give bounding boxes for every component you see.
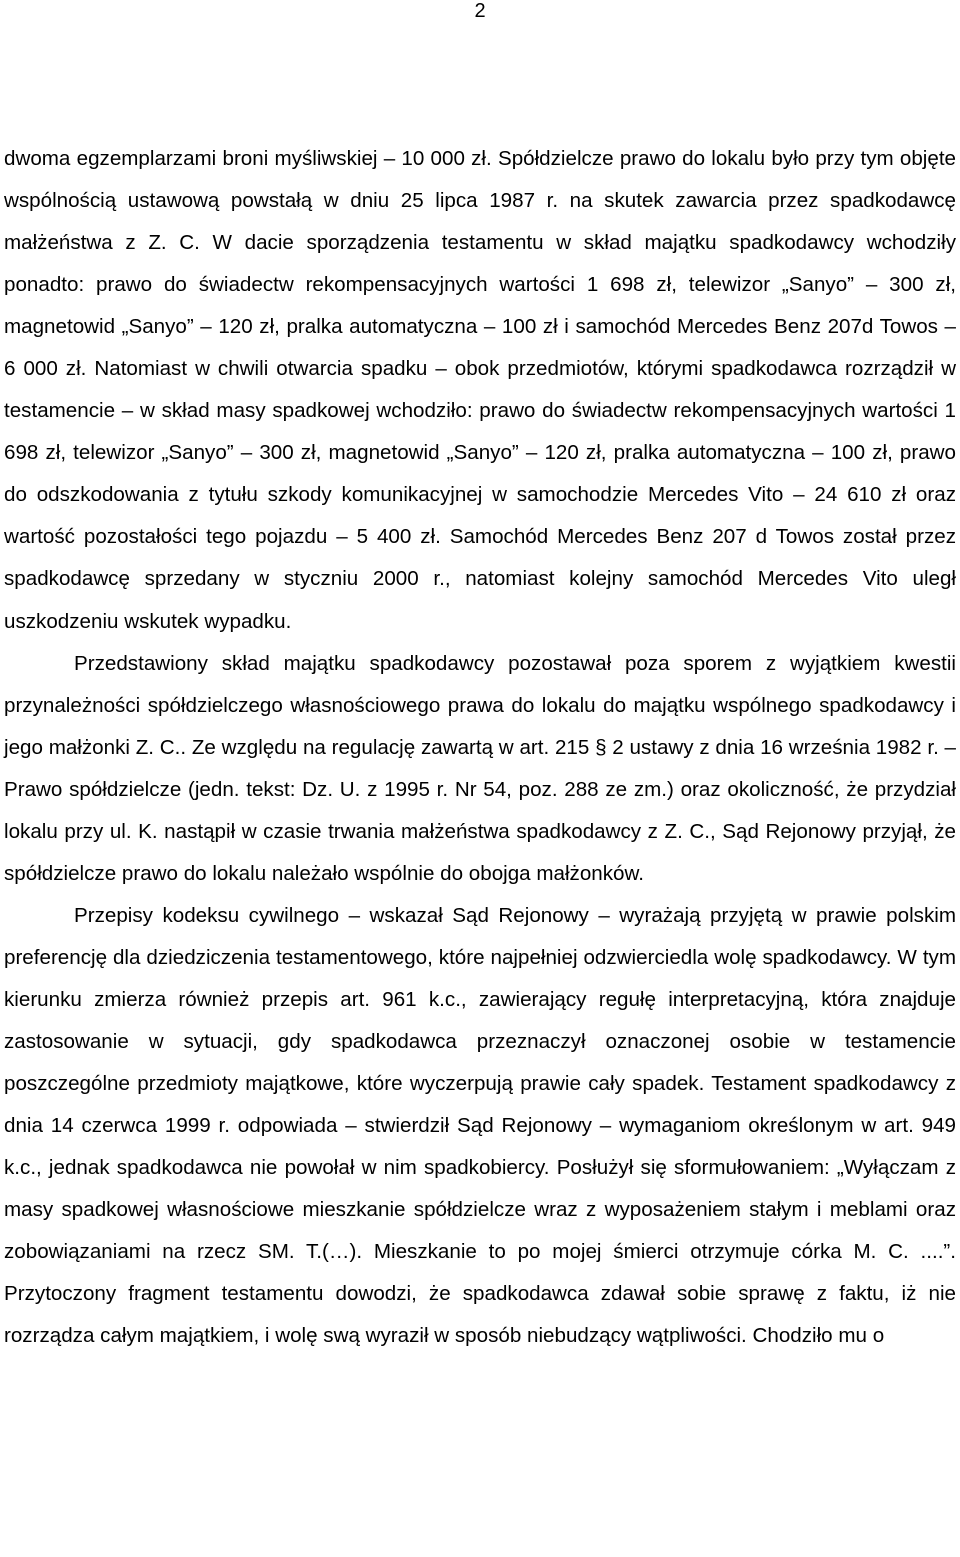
document-body bbox=[4, 138, 956, 1357]
paragraph-1: dwoma egzemplarzami broni myśliwskiej – 10 000 zł. Spółdzielcze prawo do lokalu było przy tym objęte wspólnością ustawową powstałą w dniu 25 lipca 1987 r. na skutek zawarcia przez spadkodawcę małżeństwa z Z. C. W dacie sporządzenia testamentu w skład majątku spadkodawcy wchodziły ponadto: prawo do świadectw rekompensacyjnych wartości 1 698 zł, telewizor „Sanyo” – 300 zł, magnetowid „Sanyo” – 120 zł, pralka automatyczna – 100 zł i samochód Mercedes Benz 207d Towos – 6 000 zł. Natomiast w chwili otwarcia spadku – obok przedmiotów, którymi spadkodawca rozrządził w testamencie – w skład masy spadkowej wchodziło: prawo do świadectw rekompensacyjnych wartości 1 698 zł, telewizor „Sanyo” – 300 zł, magnetowid „Sanyo” – 120 zł, pralka automatyczna – 100 zł, prawo do odszkodowania z tytułu szkody komunikacyjnej w samochodzie Mercedes Vito – 24 610 zł oraz wartość pozostałości tego pojazdu – 5 400 zł. Samochód Mercedes Benz 207 d Towos został przez spadkodawcę sprzedany w styczniu 2000 r., natomiast kolejny samochód Mercedes Vito uległ uszkodzeniu wskutek wypadku. bbox=[4, 147, 956, 633]
paragraph-2: Przedstawiony skład majątku spadkodawcy pozostawał poza sporem z wyjątkiem kwestii przynależności spółdzielczego własnościowego prawa do lokalu do majątku wspólnego spadkodawcy i jego małżonki Z. C.. Ze względu na regulację zawartą w art. 215 § 2 ustawy z dnia 16 września 1982 r. – Prawo spółdzielcze (jedn. tekst: Dz. U. z 1995 r. Nr 54, poz. 288 ze zm.) oraz okoliczność, że przydział lokalu przy ul. K. nastąpił w czasie trwania małżeństwa spadkodawcy z Z. C., Sąd Rejonowy przyjął, że spółdzielcze prawo do lokalu należało wspólnie do obojga małżonków. bbox=[4, 651, 956, 885]
page-number: 2 bbox=[474, 0, 486, 22]
paragraph-3: Przepisy kodeksu cywilnego – wskazał Sąd Rejonowy – wyrażają przyjętą w prawie polskim preferencję dla dziedziczenia testamentowego, które najpełniej odzwierciedla wolę spadkodawcy. W tym kierunku zmierza również przepis art. 961 k.c., zawierający regułę interpretacyjną, która znajduje zastosowanie w sytuacji, gdy spadkodawca przeznaczył oznaczonej osobie w testamencie poszczególne przedmioty majątkowe, które wyczerpują prawie cały spadek. Testament spadkodawcy z dnia 14 czerwca 1999 r. odpowiada – stwierdził Sąd Rejonowy – wymaganiom określonym w art. 949 k.c., jednak spadkodawca nie powołał w nim spadkobiercy. Posłużył się sformułowaniem: „Wyłączam z masy spadkowej własnościowe mieszkanie spółdzielcze wraz z wyposażeniem stałym i meblami oraz zobowiązaniami na rzecz SM. T.(…). Mieszkanie to po mojej śmierci otrzymuje córka M. C. ....”. Przytoczony fragment testamentu dowodzi, że spadkodawca zdawał sobie sprawę z faktu, iż nie rozrządza całym majątkiem, i wolę swą wyraził w sposób niebudzący wątpliwości. Chodziło mu o bbox=[4, 903, 956, 1348]
